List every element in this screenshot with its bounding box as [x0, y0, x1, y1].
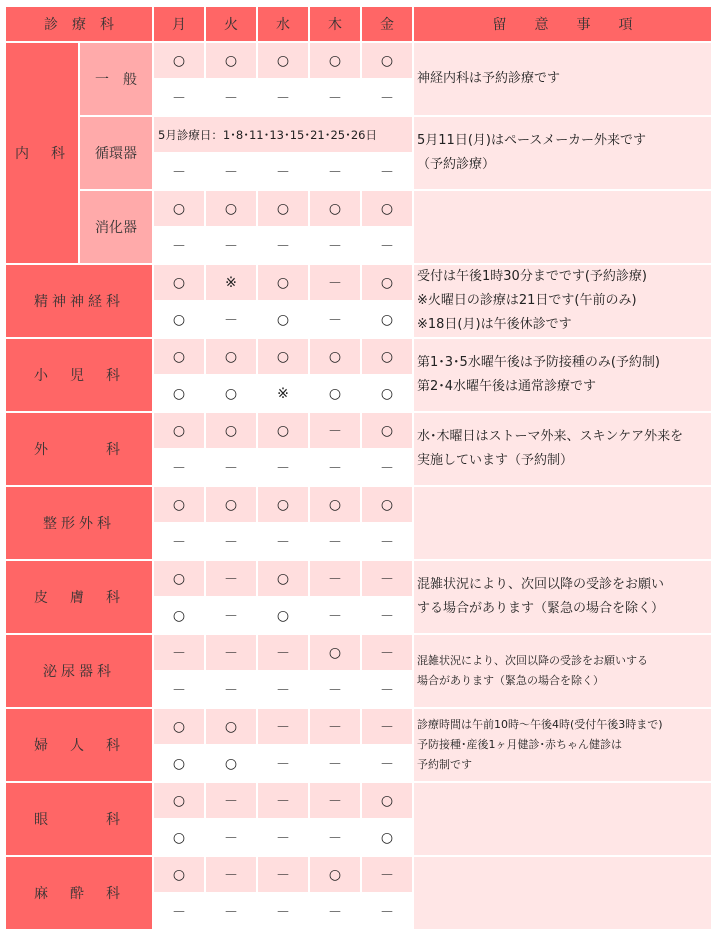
schedule-cell: －: [206, 894, 256, 929]
schedule-cell: ○: [206, 746, 256, 781]
schedule-cell: －: [362, 80, 412, 115]
schedule-cell: ○: [362, 302, 412, 337]
schedule-cell: ○: [154, 339, 204, 374]
table-row: [6, 117, 711, 152]
schedule-cell: ○: [206, 487, 256, 522]
schedule-cell: －: [362, 450, 412, 485]
schedule-cell: ○: [310, 487, 360, 522]
schedule-cell: －: [310, 894, 360, 929]
note-line: （予約診療）: [417, 157, 496, 172]
header-day-tue: 火: [206, 7, 256, 41]
table-row: [6, 857, 711, 892]
schedule-cell: ○: [362, 487, 412, 522]
schedule-cell: ○: [362, 413, 412, 448]
schedule-cell: ○: [310, 43, 360, 78]
table-row: [6, 709, 711, 744]
schedule-cell: －: [258, 894, 308, 929]
schedule-cell: －: [310, 154, 360, 189]
dept-label: 眼 科: [6, 783, 152, 855]
dept-label: 小 児 科: [6, 339, 152, 411]
schedule-cell: ○: [258, 413, 308, 448]
header-day-wed: 水: [258, 7, 308, 41]
schedule-cell: －: [206, 857, 256, 892]
schedule-cell: －: [258, 228, 308, 263]
table-row: [6, 635, 711, 670]
dept-note: [414, 265, 711, 337]
table-row: [6, 783, 711, 818]
schedule-cell: ○: [362, 43, 412, 78]
table-row: [6, 487, 711, 522]
schedule-cell: ○: [362, 376, 412, 411]
schedule-cell: －: [154, 80, 204, 115]
schedule-cell: ○: [206, 376, 256, 411]
schedule-cell: ○: [154, 191, 204, 226]
schedule-cell: －: [258, 672, 308, 707]
dept-note: [414, 561, 711, 633]
schedule-cell: －: [206, 450, 256, 485]
table-row: [6, 43, 711, 78]
schedule-cell: ○: [206, 339, 256, 374]
schedule-cell: ○: [206, 191, 256, 226]
table-row: [6, 561, 711, 596]
schedule-cell: －: [206, 672, 256, 707]
dept-label: 麻 酔 科: [6, 857, 152, 929]
schedule-cell: ○: [206, 43, 256, 78]
schedule-cell: －: [310, 450, 360, 485]
dept-label: 精神神経科: [6, 265, 152, 337]
note-cardio: [414, 117, 711, 189]
note-line: 実施しています（予約制）: [417, 453, 574, 468]
schedule-cell: －: [258, 80, 308, 115]
table-row: [6, 339, 711, 374]
schedule-cell: －: [310, 820, 360, 855]
schedule-cell: ○: [362, 339, 412, 374]
schedule-cell: －: [154, 894, 204, 929]
schedule-cell: ○: [258, 561, 308, 596]
schedule-cell: －: [206, 154, 256, 189]
note-line: 第1･3･5水曜午後は予防接種のみ(予約制): [417, 355, 660, 370]
dept-note: [414, 709, 711, 781]
schedule-cell: －: [362, 154, 412, 189]
schedule-cell: ○: [154, 413, 204, 448]
schedule-cell: －: [206, 228, 256, 263]
schedule-cell: －: [310, 709, 360, 744]
note-line: 場合があります（緊急の場合を除く）: [417, 674, 604, 687]
dept-note: [414, 413, 711, 485]
schedule-cell: ○: [206, 709, 256, 744]
dept-label: 泌尿器科: [6, 635, 152, 707]
dept-note: [414, 487, 711, 559]
note-line: 予約制です: [417, 758, 472, 771]
table-row: [6, 413, 711, 448]
schedule-cell: ○: [310, 376, 360, 411]
schedule-cell: －: [362, 598, 412, 633]
schedule-cell: ○: [154, 709, 204, 744]
schedule-cell: －: [258, 820, 308, 855]
dept-label: 婦 人 科: [6, 709, 152, 781]
schedule-cell: －: [206, 80, 256, 115]
schedule-cell: ○: [310, 857, 360, 892]
schedule-cell: －: [258, 635, 308, 670]
schedule-cell: －: [206, 635, 256, 670]
schedule-cell: ○: [362, 820, 412, 855]
schedule-cell: －: [206, 783, 256, 818]
schedule-table: [4, 5, 713, 931]
schedule-cell: －: [206, 302, 256, 337]
schedule-cell: ○: [258, 191, 308, 226]
dept-note: [414, 783, 711, 855]
schedule-cell: －: [310, 265, 360, 300]
table-row: [6, 191, 711, 226]
schedule-cell: ※: [206, 265, 256, 300]
schedule-cell: －: [310, 80, 360, 115]
schedule-cell: －: [362, 709, 412, 744]
subdept-digestive: 消化器: [80, 191, 152, 263]
schedule-cell: －: [258, 450, 308, 485]
subdept-cardio: 循環器: [80, 117, 152, 189]
schedule-cell: ○: [310, 191, 360, 226]
schedule-cell: －: [310, 561, 360, 596]
schedule-cell: ○: [258, 302, 308, 337]
header-notes: 留 意 事 項: [414, 7, 711, 41]
note-general: 神経内科は予約診療です: [414, 43, 711, 115]
note-line: 混雑状況により、次回以降の受診をお願い: [417, 577, 665, 592]
schedule-cell: ○: [154, 820, 204, 855]
schedule-cell: －: [258, 746, 308, 781]
schedule-cell: －: [258, 524, 308, 559]
schedule-cell: －: [310, 783, 360, 818]
schedule-cell: ○: [154, 302, 204, 337]
dept-note: [414, 339, 711, 411]
header-day-fri: 金: [362, 7, 412, 41]
schedule-cell: ○: [258, 339, 308, 374]
schedule-cell: ○: [258, 598, 308, 633]
schedule-cell: ○: [154, 43, 204, 78]
schedule-cell: －: [362, 524, 412, 559]
dept-note: [414, 635, 711, 707]
schedule-cell: ※: [258, 376, 308, 411]
dept-internal: 内 科: [6, 43, 78, 263]
schedule-cell: ○: [362, 783, 412, 818]
schedule-cell: ○: [362, 191, 412, 226]
schedule-cell: －: [154, 524, 204, 559]
schedule-cell: －: [206, 598, 256, 633]
note-line: 第2･4水曜午後は通常診療です: [417, 379, 597, 394]
schedule-cell: －: [206, 561, 256, 596]
schedule-cell: －: [362, 228, 412, 263]
schedule-cell: －: [154, 672, 204, 707]
note-line: 予防接種･産後1ヶ月健診･赤ちゃん健診は: [417, 738, 622, 751]
schedule-cell: ○: [154, 746, 204, 781]
schedule-cell: －: [258, 857, 308, 892]
schedule-cell: ○: [154, 598, 204, 633]
schedule-cell: －: [310, 228, 360, 263]
note-digestive: [414, 191, 711, 263]
schedule-cell: －: [258, 154, 308, 189]
table-row: [6, 265, 711, 300]
schedule-cell: －: [362, 894, 412, 929]
schedule-cell: ○: [154, 376, 204, 411]
schedule-cell: －: [258, 783, 308, 818]
schedule-cell: －: [362, 746, 412, 781]
note-line: する場合があります（緊急の場合を除く）: [417, 601, 665, 616]
schedule-cell: ○: [154, 783, 204, 818]
note-line: ※18日(月)は午後休診です: [417, 317, 572, 332]
schedule-cell: －: [362, 635, 412, 670]
note-line: 受付は午後1時30分までです(予約診療): [417, 269, 647, 284]
schedule-cell: ○: [154, 265, 204, 300]
cardio-schedule-days: 5月診療日：1･8･11･13･15･21･25･26日: [154, 117, 412, 152]
note-line: 混雑状況により、次回以降の受診をお願いする: [417, 654, 648, 667]
schedule-cell: －: [362, 672, 412, 707]
schedule-cell: －: [362, 561, 412, 596]
schedule-cell: ○: [154, 487, 204, 522]
schedule-cell: －: [310, 413, 360, 448]
note-line: 5月11日(月)はペースメーカー外来です: [417, 133, 647, 148]
schedule-cell: －: [310, 524, 360, 559]
schedule-cell: －: [154, 154, 204, 189]
schedule-cell: －: [206, 524, 256, 559]
schedule-cell: ○: [154, 561, 204, 596]
schedule-cell: －: [154, 450, 204, 485]
schedule-cell: －: [154, 228, 204, 263]
schedule-cell: －: [310, 672, 360, 707]
schedule-cell: ○: [154, 857, 204, 892]
note-line: 診療時間は午前10時～午後4時(受付午後3時まで): [417, 718, 663, 731]
schedule-cell: －: [310, 598, 360, 633]
schedule-cell: －: [258, 709, 308, 744]
schedule-cell: －: [362, 857, 412, 892]
schedule-cell: －: [310, 746, 360, 781]
dept-label: 皮 膚 科: [6, 561, 152, 633]
schedule-cell: ○: [310, 635, 360, 670]
schedule-cell: －: [310, 302, 360, 337]
header-day-mon: 月: [154, 7, 204, 41]
schedule-cell: ○: [362, 265, 412, 300]
subdept-general: 一 般: [80, 43, 152, 115]
dept-label: 外 科: [6, 413, 152, 485]
dept-label: 整形外科: [6, 487, 152, 559]
header-dept: 診 療 科: [6, 7, 152, 41]
note-line: 水･木曜日はストーマ外来、スキンケア外来を: [417, 429, 684, 444]
note-line: ※火曜日の診療は21日です(午前のみ): [417, 293, 637, 308]
schedule-cell: －: [154, 635, 204, 670]
header-day-thu: 木: [310, 7, 360, 41]
schedule-cell: ○: [258, 265, 308, 300]
schedule-cell: ○: [310, 339, 360, 374]
schedule-cell: ○: [206, 413, 256, 448]
schedule-cell: －: [206, 820, 256, 855]
header-row: [6, 7, 711, 41]
schedule-cell: ○: [258, 43, 308, 78]
department-rows: [6, 265, 711, 929]
dept-note: [414, 857, 711, 929]
schedule-cell: ○: [258, 487, 308, 522]
